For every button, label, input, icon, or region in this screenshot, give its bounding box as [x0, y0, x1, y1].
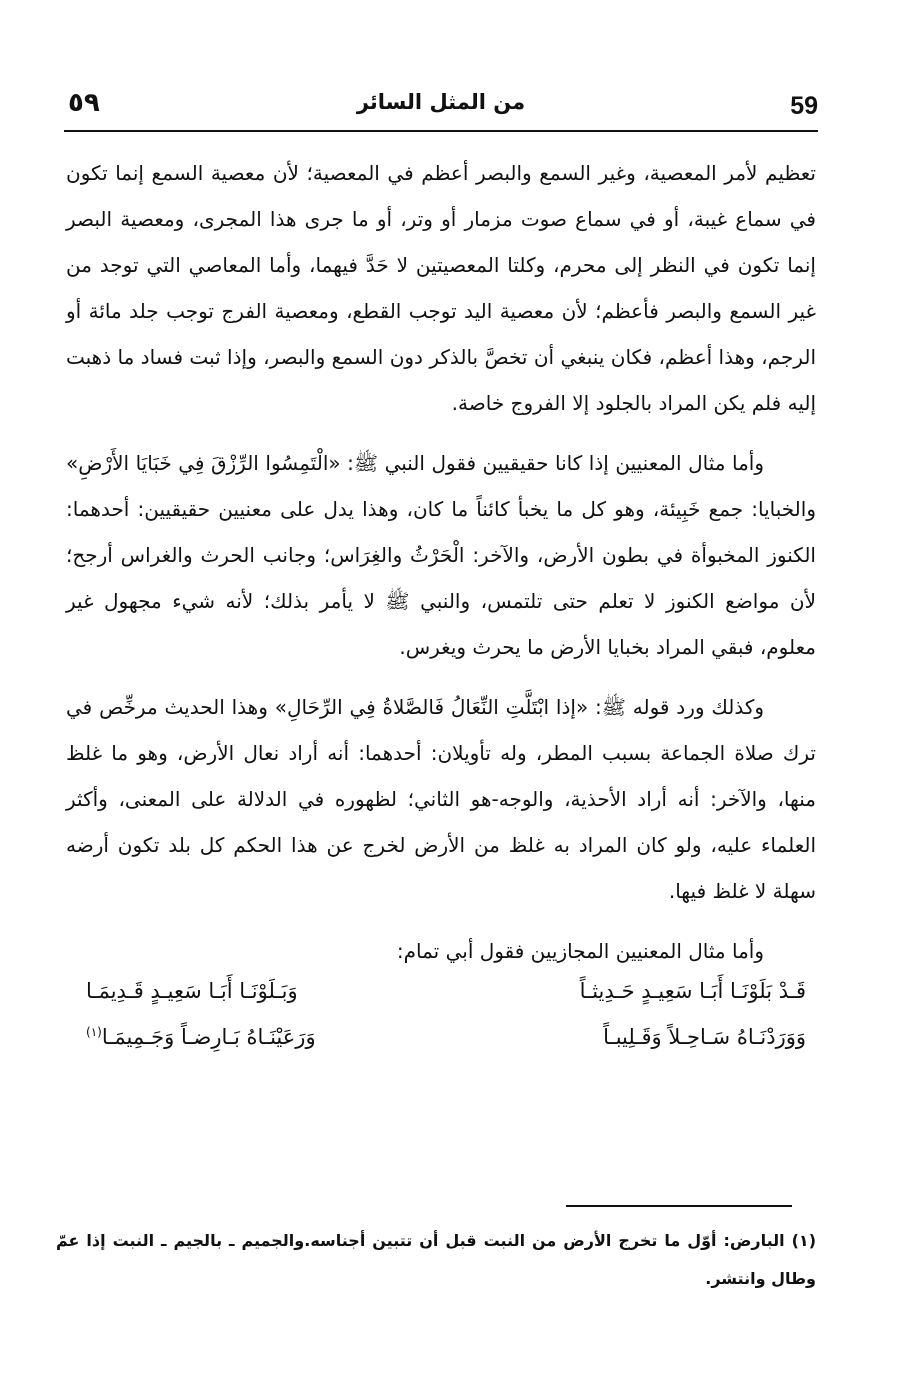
verse-hemistich: وَرَعَيْنَـاهُ بَـارِضـاً وَجَـمِيمَـا: [101, 1025, 316, 1049]
paragraph: وأما مثال المعنيين إذا كانا حقيقيين فقول النبي ﷺ: «الْتَمِسُوا الرِّزْقَ فِي خَبَايَا الأَرْضِ» والخبايا: جمع خَبِيئة، وهو كل ما يخبأ كائناً ما كان، وهذا يدل على معنيين حقيقيين: أحدهما: الكنوز المخبوأة في بطون الأرض، والآخر: الْحَرْثُ والغِرَاس؛ وجانب الحرث والغراس أرجح؛ لأن مواضع الكنوز لا تعلم حتى تلتمس، والنبي ﷺ لا يأمر بذلك؛ لأنه شيء مجهول غير معلوم، فبقي المراد بخبايا الأرض ما يحرث ويغرس.: [66, 451, 816, 659]
verse-hemistich: قَـدْ بَلَوْنَـا أَبَـا سَعِيـدٍ حَـدِيثـاً: [579, 979, 806, 1003]
verse-line: [66, 1014, 816, 1060]
page-number-arabic: ٥٩: [68, 88, 100, 118]
verse-hemistich: وَوَرَدْنَـاهُ سَـاحِـلاً وَقَـلِيبـاً: [603, 1025, 806, 1049]
main-text: [66, 150, 816, 1060]
page-number-latin: 59: [790, 92, 818, 120]
running-title: من المثل السائر: [356, 90, 526, 114]
page-header: [64, 84, 818, 132]
paragraph: وأما مثال المعنيين المجازيين فقول أبي تمام:: [396, 939, 764, 963]
paragraph: وكذلك ورد قوله ﷺ: «إذا ابْتَلَّتِ النِّعَالُ فَالصَّلاةُ فِي الرِّحَالِ» وهذا الحديث مرخِّص في ترك صلاة الجماعة بسبب المطر، وله تأويلان: أحدهما: أنه أراد نعال الأرض، وهو ما غلظ منها، والآخر: أنه أراد الأحذية، والوجه-هو الثاني؛ لظهوره في الدلالة على المعنى، وأكثر العلماء عليه، ولو كان المراد به غلظ من الأرض لخرج عن هذا الحكم كل بلد تكون أرضه سهلة لا غلظ فيها.: [66, 695, 816, 903]
footnote-separator: [566, 1205, 792, 1207]
verse-line: [66, 968, 816, 1014]
footnote: (١) البارض: أوّل ما تخرج الأرض من النبت قبل أن تتبين أجناسه.والجميم ـ بالجيم ـ النبت إذا عمّ وطال وانتشر.: [56, 1231, 816, 1288]
verse-hemistich-with-ref: وَرَعَيْنَـاهُ بَـارِضـاً وَجَـمِيمَـا(١): [86, 1014, 316, 1060]
paragraph: تعظيم لأمر المعصية، وغير السمع والبصر أعظم في المعصية؛ لأن معصية السمع إنما تكون في سماع غيبة، أو في سماع صوت مزمار أو وتر، أو ما جرى هذا المجرى، ومعصية البصر إنما تكون في النظر إلى محرم، وكلتا المعصيتين لا حَدَّ فيهما، وأما المعاصي التي توجد من غير السمع والبصر فأعظم؛ لأن معصية اليد توجب القطع، ومعصية الفرج توجب جلد مائة أو الرجم، وهذا أعظم، فكان ينبغي أن تخصَّ بالذكر دون السمع والبصر، وإذا ثبت فساد ما ذهبت إليه فلم يكن المراد بالجلود إلا الفروج خاصة.: [66, 161, 816, 415]
header-rule: [64, 130, 818, 132]
verse-hemistich: وَبَـلَوْنَـا أَبَـا سَعِيـدٍ قَـدِيمَـا: [86, 979, 298, 1003]
